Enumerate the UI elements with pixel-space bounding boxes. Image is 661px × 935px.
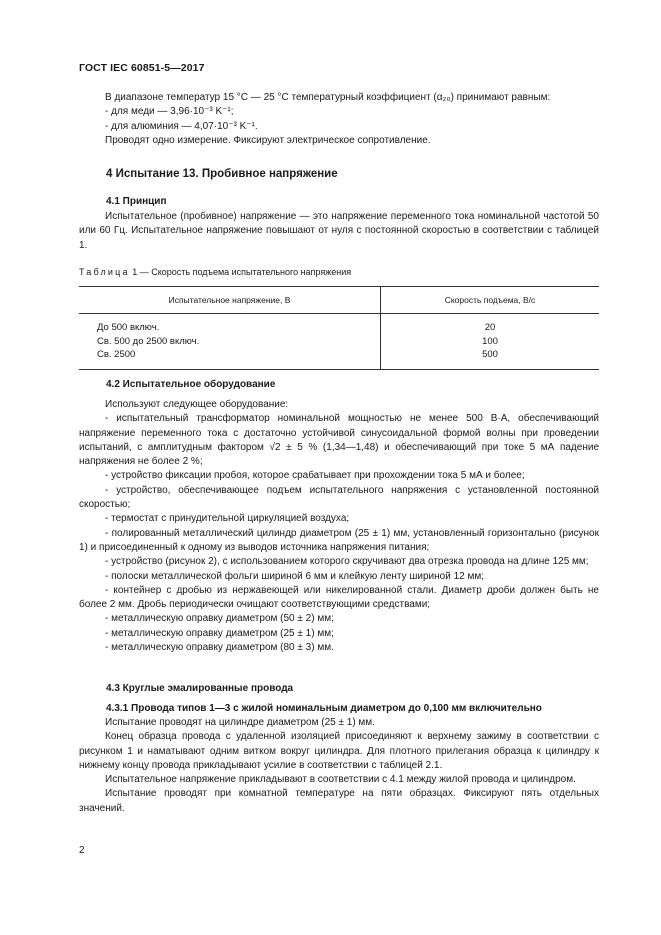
equipment-item: - металлическую оправку диаметром (80 ± 3) мм. bbox=[105, 642, 334, 654]
table-col-rate-header: Скорость подъема, В/с bbox=[381, 287, 600, 314]
intro-line-4: Проводят одно измерение. Фиксируют электрическое сопротивление. bbox=[105, 134, 431, 146]
table-cell: Св. 2500 bbox=[97, 349, 136, 360]
equipment-item: - термостат с принудительной циркуляцией воздуха; bbox=[105, 513, 350, 525]
table-cell: Св. 500 до 2500 включ. bbox=[97, 335, 200, 347]
page-number: 2 bbox=[79, 845, 85, 856]
intro-line-2: - для меди — 3,96·10⁻³ K⁻¹; bbox=[105, 106, 234, 118]
equipment-item: - устройство, обеспечивающее подъем испытательного напряжения с установленной постоянной скоростью; bbox=[79, 484, 599, 511]
table-1-caption bbox=[79, 267, 351, 277]
table-cell: До 500 включ. bbox=[97, 322, 160, 333]
section-4-2-title: 4.2 Испытательное оборудование bbox=[106, 379, 276, 390]
section-4-3-1-title: 4.3.1 Провода типов 1—3 с жилой номинальным диаметром до 0,100 мм включительно bbox=[106, 703, 542, 714]
intro-line-3: - для алюминия — 4,07·10⁻³ K⁻¹. bbox=[105, 120, 258, 132]
table-cell: 100 bbox=[482, 335, 498, 347]
equipment-item: - полоски металлической фольги шириной 6 мм и клейкую ленту шириной 12 мм; bbox=[105, 570, 485, 582]
intro-line-1: В диапазоне температур 15 °C — 25 °C температурный коэффициент (α₂₀) принимают равным: bbox=[105, 92, 551, 103]
section-4-1-text: Испытательное (пробивное) напряжение — это напряжение переменного тока номинальной частотой 50 или 60 Гц. Испытательное напряжение повышают от нуля с постоянной скоростью в соответствии с таблицей 1. bbox=[79, 211, 599, 251]
section-4-1-title: 4.1 Принцип bbox=[106, 196, 167, 207]
standard-header: ГОСТ IEC 60851-5—2017 bbox=[79, 62, 205, 74]
table-cell: 20 bbox=[484, 322, 496, 333]
table-col-voltage-header: Испытательное напряжение, В bbox=[79, 287, 381, 314]
equipment-item: - испытательный трансформатор номинальной мощностью не менее 500 В·А, обеспечивающий напряжение переменного тока с достаточно устойчивой синусоидальной формой волны при проведении испытаний, с амплитудным фактором √2 ± 5 % (1,34—1,48) и обеспечивающий при токе 5 мА падение напряжения не более 2 %; bbox=[79, 413, 599, 468]
equipment-item: - полированный металлический цилиндр диаметром (25 ± 1) мм, установленный горизонтально (рисунок 1) и присоединенный к одному из выводов источника напряжения питания; bbox=[79, 527, 599, 553]
equipment-item: - устройство (рисунок 2), с использованием которого скручивают два отрезка провода на длине 125 мм; bbox=[105, 556, 589, 568]
equipment-item: - контейнер с дробью из нержавеющей или никелированной стали. Диаметр дроби должен быть не более 2 мм. Дробь периодически очищают соответствующими средствами; bbox=[79, 584, 599, 611]
equipment-item: - металлическую оправку диаметром (25 ± 1) мм; bbox=[105, 627, 334, 639]
table-cell: 500 bbox=[482, 349, 498, 360]
equipment-item: - устройство фиксации пробоя, которое срабатывает при прохождении тока 5 мА и более; bbox=[105, 470, 525, 482]
table-voltage-cell bbox=[79, 314, 381, 370]
table-body-row bbox=[79, 314, 599, 370]
equipment-intro: Используют следующее оборудование: bbox=[105, 399, 289, 410]
equipment-item: - металлическую оправку диаметром (50 ± 2) мм; bbox=[105, 613, 334, 625]
intro-block bbox=[79, 91, 599, 148]
section-4-1-text-block bbox=[79, 210, 599, 253]
section-4-3-1-paragraph: Испытание проводят при комнатной температуре на пяти образцах. Фиксируют пять отдельных значений. bbox=[79, 788, 599, 814]
table-1 bbox=[79, 286, 599, 370]
section-4-3-1-paragraph: Конец образца провода с удаленной изоляцией присоединяют к верхнему зажиму в соответствии с рисунком 1 и наматывают одним витком вокруг цилиндра. Для плотного прилегания образца к цилиндру к нижнему концу провода прикладывают усилие в соответствии с таблицей 2.1. bbox=[79, 731, 599, 771]
section-4-2-block bbox=[79, 398, 599, 655]
section-4-3-1-block bbox=[79, 716, 599, 816]
section-4-3-1-paragraph: Испытательное напряжение прикладывают в соответствии с 4.1 между жилой провода и цилиндром. bbox=[105, 774, 576, 786]
section-4-3-1-paragraph: Испытание проводят на цилиндре диаметром (25 ± 1) мм. bbox=[105, 717, 375, 728]
section-4-3-title: 4.3 Круглые эмалированные провода bbox=[106, 683, 294, 694]
table-header-row bbox=[79, 287, 599, 314]
table-caption-prefix: Таблица bbox=[79, 267, 130, 277]
section-4-title: 4 Испытание 13. Пробивное напряжение bbox=[106, 168, 338, 180]
table-rate-cell bbox=[381, 314, 600, 370]
table-caption-text: 1 — Скорость подъема испытательного напряжения bbox=[132, 267, 352, 277]
